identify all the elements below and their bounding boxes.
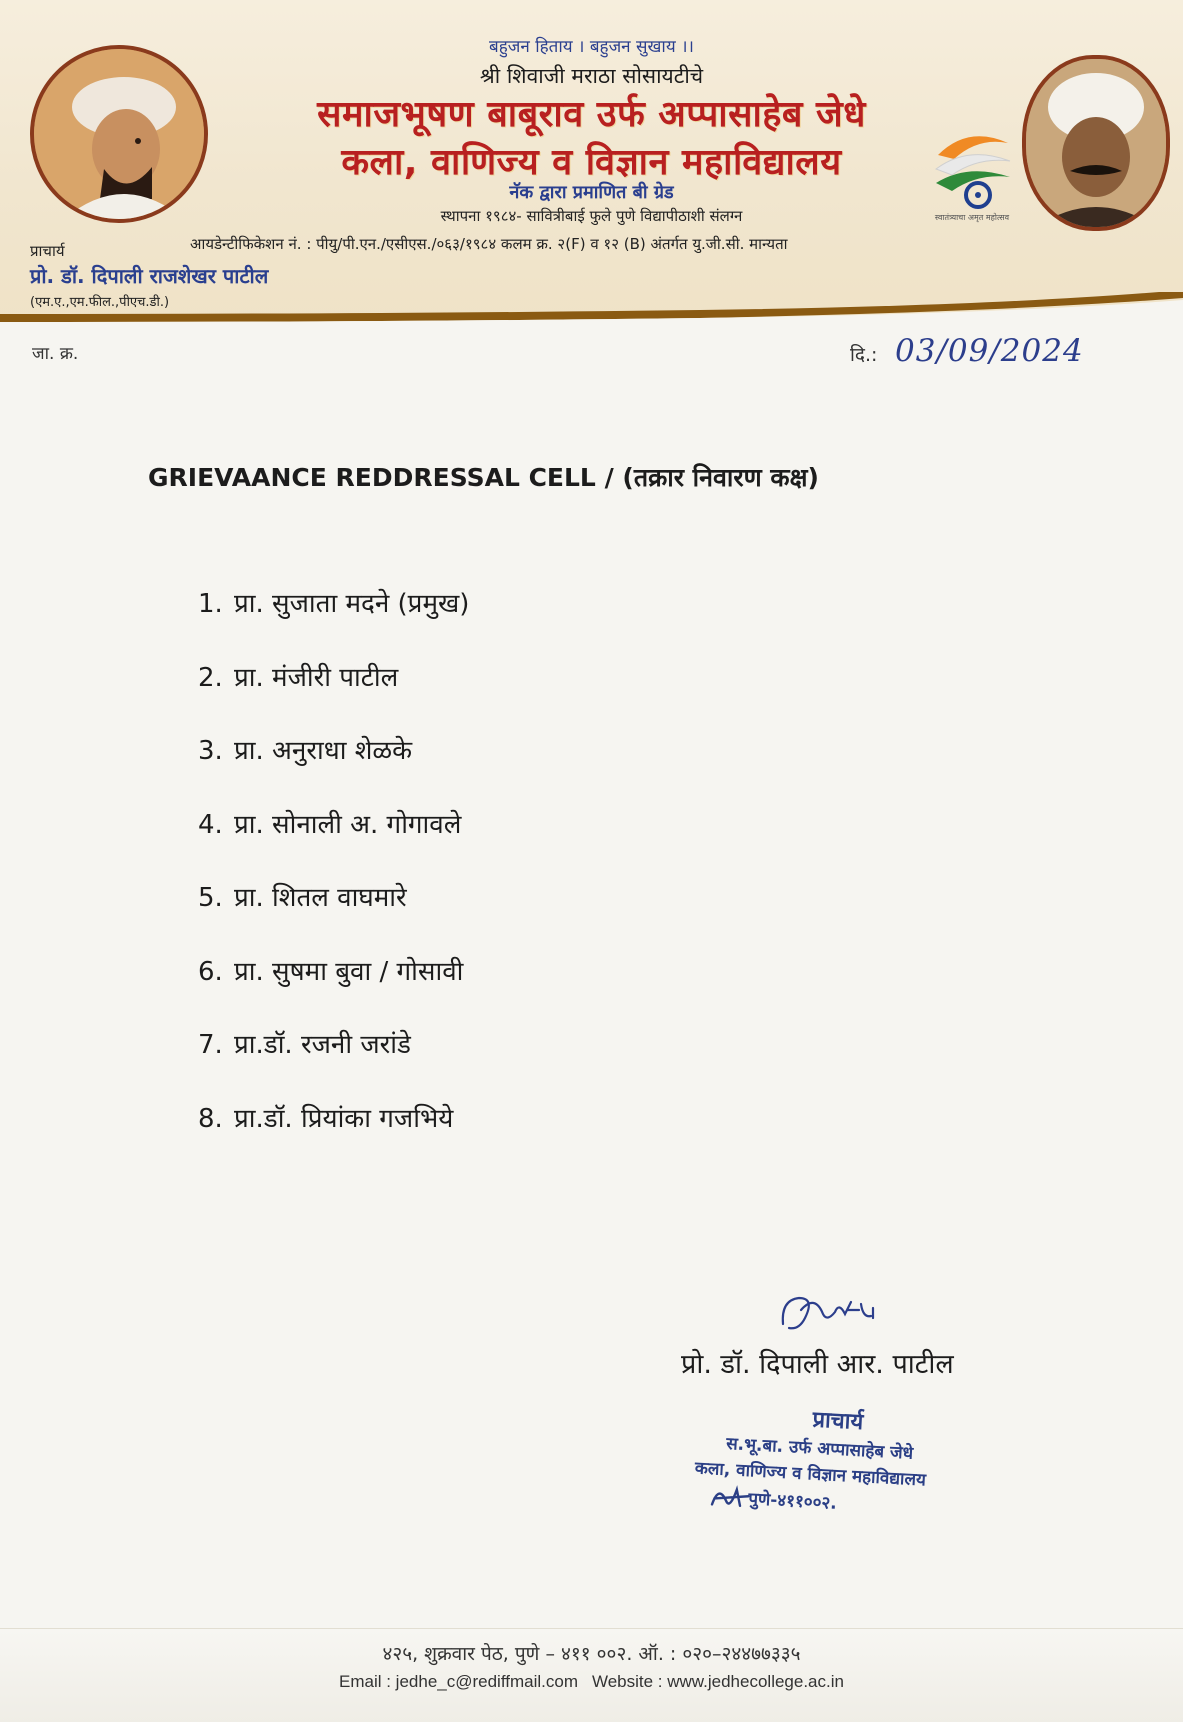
stamp-line-1: स.भू.बा. उर्फ अप्पासाहेब जेधे [725, 1434, 914, 1464]
list-item-number: 6. [198, 956, 223, 987]
signatory-name: प्रो. डॉ. दिपाली आर. पाटील [681, 1349, 954, 1380]
list-item [198, 805, 469, 879]
member-name: प्रा.डॉ. रजनी जरांडे [234, 1030, 411, 1060]
member-name: प्रा. सुजाता मदने (प्रमुख) [234, 589, 470, 619]
footer-contact [0, 1672, 1183, 1692]
list-item-number: 4. [198, 809, 223, 840]
list-item-number: 7. [198, 1030, 223, 1060]
member-name: प्रा. मंजीरी पाटील [234, 662, 399, 693]
stamp-line-2: कला, वाणिज्य व विज्ञान महाविद्यालय [694, 1458, 927, 1491]
list-item-number: 3. [198, 736, 223, 766]
member-name: प्रा. सुषमा बुवा / गोसावी [234, 956, 464, 987]
college-name-line-2: कला, वाणिज्य व विज्ञान महाविद्यालय [341, 142, 842, 183]
principal-degrees: (एम.ए.,एम.फील.,पीएच.डी.) [30, 295, 170, 310]
member-name: प्रा. अनुराधा शेळके [234, 736, 413, 766]
committee-member-list [198, 584, 469, 1172]
identification-number: आयडेन्टीफिकेशन नं. : पीयु/पी.एन./एसीएस./०६३/१९८४ कलम क्र. २(F) व १२ (B) अंतर्गत यु.जी.सी. मान्यता [190, 235, 788, 253]
stamp-line-3: पुणे-४११००२. [747, 1489, 838, 1514]
list-item-number: 5. [198, 883, 223, 913]
letterhead-divider [0, 292, 1183, 336]
naac-accreditation: नॅक द्वारा प्रमाणित बी ग्रेड [509, 182, 674, 203]
list-item [198, 1099, 469, 1173]
member-name: प्रा. सोनाली अ. गोगावले [234, 809, 462, 840]
emblem-caption: स्वातंत्र्याचा अमृत महोत्सव [934, 213, 1010, 222]
list-item [198, 878, 469, 952]
list-item [198, 952, 469, 1026]
document-title: GRIEVAANCE REDDRESSAL CELL / (तक्रार निवारण कक्ष) [148, 463, 819, 492]
principal-stamp [687, 1397, 993, 1543]
member-name: प्रा.डॉ. प्रियांका गजभिये [234, 1103, 454, 1134]
footer-address: ४२५, शुक्रवार पेठ, पुणे – ४११ ००२. ऑ. : ०२०–२४४७७३३५ [382, 1643, 801, 1665]
azadi-amrit-mahotsav-emblem [918, 115, 1028, 225]
principal-title: प्राचार्य [30, 242, 65, 260]
handwritten-signature [775, 1288, 895, 1338]
list-item-number: 8. [198, 1103, 223, 1134]
date-label: दि.: [850, 344, 878, 366]
letterhead-motto: बहुजन हिताय । बहुजन सुखाय ।। [489, 37, 694, 57]
list-item-number: 1. [198, 589, 223, 619]
principal-name: प्रो. डॉ. दिपाली राजशेखर पाटील [30, 264, 269, 288]
college-name-line-1: समाजभूषण बाबूराव उर्फ अप्पासाहेब जेधे [317, 94, 866, 135]
list-item [198, 731, 469, 805]
date-value: 03/09/2024 [895, 333, 1084, 369]
establishment-affiliation: स्थापना १९८४- सावित्रीबाई फुले पुणे विद्यापीठाशी संलग्न [440, 207, 743, 225]
footer-email: Email : jedhe_c@rediffmail.com [339, 1672, 578, 1691]
reference-number-label: जा. क्र. [32, 344, 79, 364]
stamp-initials-mark [708, 1480, 754, 1512]
list-item [198, 1025, 469, 1099]
list-item [198, 584, 469, 658]
society-name: श्री शिवाजी मराठा सोसायटीचे [479, 64, 704, 88]
list-item [198, 658, 469, 732]
footer-website: Website : www.jedhecollege.ac.in [591, 1672, 844, 1691]
stamp-title: प्राचार्य [811, 1407, 864, 1436]
member-name: प्रा. शितल वाघमारे [234, 883, 407, 913]
list-item-number: 2. [198, 662, 223, 693]
